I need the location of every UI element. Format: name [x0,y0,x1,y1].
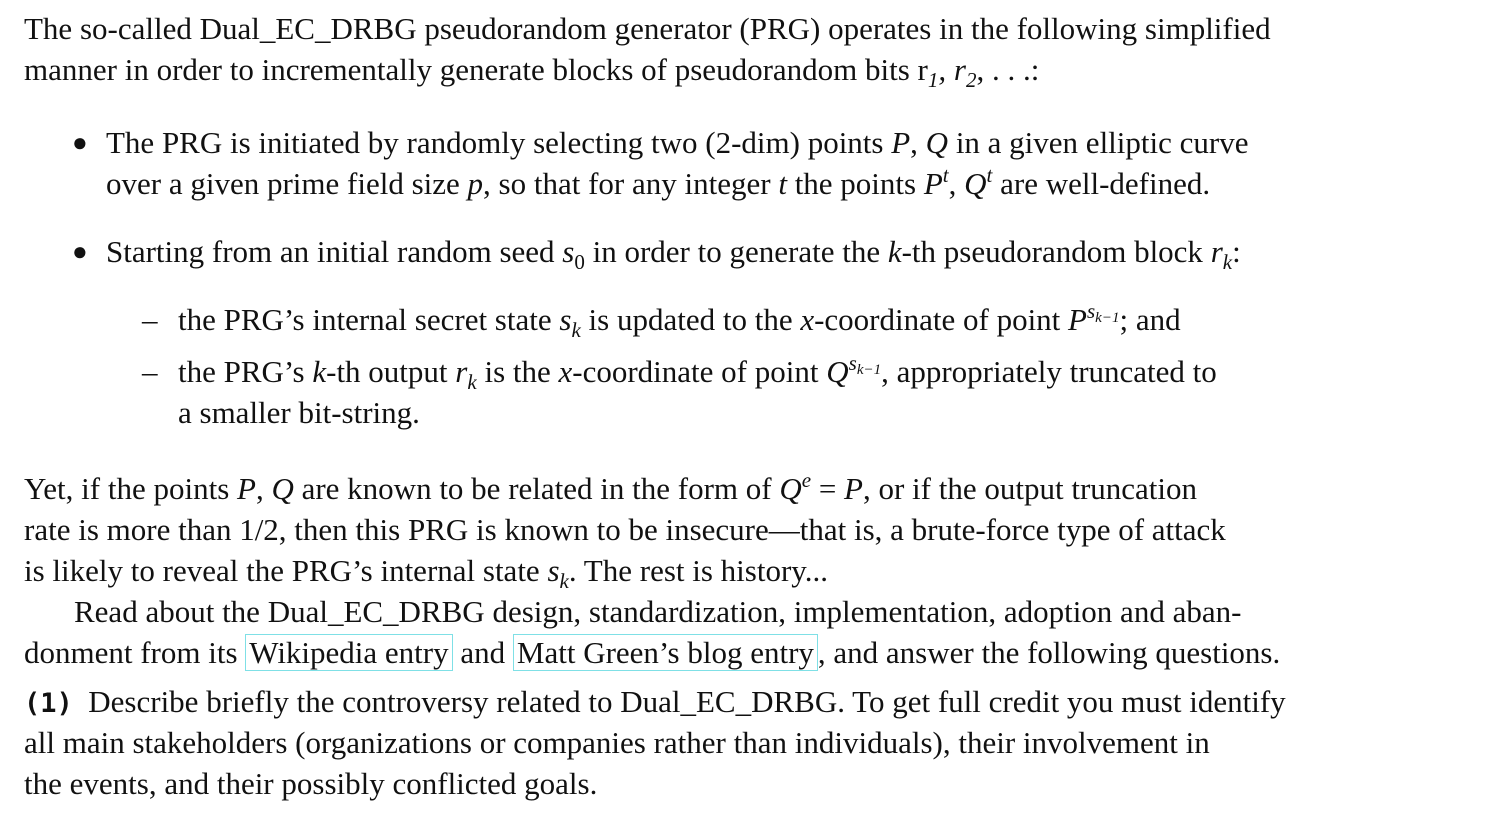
text: and [452,635,513,670]
matt-green-blog-link[interactable]: Matt Green’s blog entry [513,634,818,671]
math-sub-k: k [571,318,581,342]
text: Starting from an initial random seed [106,234,563,269]
math-sup-t: t [942,163,949,187]
dash-icon: – [142,354,158,389]
question-1-line-3 [24,763,1428,804]
text: -th pseudorandom block [901,234,1211,269]
intro-text-2: manner in order to incrementally generate blocks of pseudorandom bits r [24,52,928,87]
text: is the [476,354,559,389]
math-sub-k: k [1222,250,1233,274]
text: Describe briefly the controversy related to Dual_EC_DRBG. To get full credit you must identify [88,684,1286,719]
yet-line-2 [24,509,1428,550]
text: , or if the output truncation [862,471,1198,506]
text: The PRG is initiated by randomly selecting two (2-dim) points [106,125,892,160]
bullet1-line-2 [106,163,1428,204]
math-t: t [778,166,787,201]
intro-line-1 [24,8,1428,49]
sub-item-1 [24,299,1428,340]
text: . The rest is history... [568,553,829,588]
intro-text-1: The so-called Dual_EC_DRBG pseudorandom generator (PRG) operates in the following simplified [24,11,1271,46]
math-r: r [1210,234,1223,269]
math-p: p [467,166,484,201]
intro-sub-1: 1 [927,68,939,92]
sub-item-2 [24,351,1428,433]
math-r: r [455,354,468,389]
text: ; and [1119,302,1181,337]
math-k: k [887,234,902,269]
math-Q: Q [964,166,987,201]
yet-line-3 [24,550,1428,591]
text: is updated to the [580,302,801,337]
math-sub-k: k [467,370,477,394]
text: , [255,471,272,506]
intro-end: , . . .: [976,52,1040,87]
math-Q: Q [826,354,849,389]
text: -th output [326,354,456,389]
math-s: s [547,553,560,588]
question-1-line-2 [24,722,1428,763]
math-sub-k: k [559,569,569,593]
read-line-1 [24,591,1428,632]
math-Q: Q [271,471,294,506]
sub2-line-1 [178,351,1428,392]
math-P: P [844,471,863,506]
text: the PRG’s [178,354,313,389]
math-k: k [312,354,327,389]
text: , appropriately truncated to [881,354,1217,389]
math-P: P [1068,302,1087,337]
text: Read about the Dual_EC_DRBG design, standardization, implementation, adoption and aban- [74,594,1242,629]
bullet-dot-icon: ● [72,237,88,266]
intro-sub-2: 2 [965,68,977,92]
math-x: x [558,354,573,389]
text: -coordinate of point [572,354,827,389]
bullet-dot-icon: ● [72,128,88,157]
text: = [811,471,845,506]
math-P: P [891,125,911,160]
math-x: x [800,302,815,337]
math-sub-0: 0 [574,250,585,274]
read-line-2 [24,632,1428,673]
text: in a given elliptic curve [948,125,1249,160]
bullet2-line-1 [106,231,1428,272]
bullet-item-1 [24,122,1428,204]
text: are known to be related in the form of [293,471,780,506]
intro-mid: , r [938,52,966,87]
question-1-line-1 [24,681,1428,722]
text: -coordinate of point [814,302,1069,337]
math-Q: Q [779,471,802,506]
math-sup-e: e [801,468,812,492]
question-number: (1) [24,688,73,719]
math-s: s [559,302,572,337]
math-sup-sub: k−1 [1095,310,1120,326]
yet-line-1 [24,468,1428,509]
text: in order to generate the [584,234,888,269]
text: the points [786,166,924,201]
text: all main stakeholders (organizations or companies rather than individuals), their involvement in [24,725,1210,760]
math-P: P [237,471,256,506]
text: : [1232,234,1241,269]
text: rate is more than 1/2, then this PRG is known to be insecure—that is, a brute-force type of attack [24,512,1226,547]
text: Yet, if the points [24,471,238,506]
sub1-line-1 [178,299,1428,340]
text: , [910,125,926,160]
math-P: P [923,166,943,201]
text: , so that for any integer [483,166,779,201]
text: the events, and their possibly conflicted goals. [24,766,598,801]
math-sup-t: t [986,163,993,187]
text: the PRG’s internal secret state [178,302,560,337]
intro-line-2 [24,49,1428,90]
text: is likely to reveal the PRG’s internal state [24,553,548,588]
math-sup-s: s [1086,299,1096,323]
dash-icon: – [142,302,158,337]
math-Q: Q [925,125,949,160]
document-body [24,8,1428,804]
text: a smaller bit-string. [178,395,420,430]
bullet-item-2 [24,231,1428,272]
text: are well-defined. [992,166,1211,201]
bullet1-line-1 [106,122,1428,163]
math-s: s [562,234,575,269]
math-sup-s: s [848,351,857,375]
text: over a given prime field size [106,166,468,201]
math-sup-sub: k−1 [856,362,882,378]
text: donment from its [24,635,246,670]
text: , and answer the following questions. [817,635,1281,670]
wikipedia-link[interactable]: Wikipedia entry [245,634,452,671]
sub2-line-2 [178,392,1428,433]
text: , [948,166,965,201]
